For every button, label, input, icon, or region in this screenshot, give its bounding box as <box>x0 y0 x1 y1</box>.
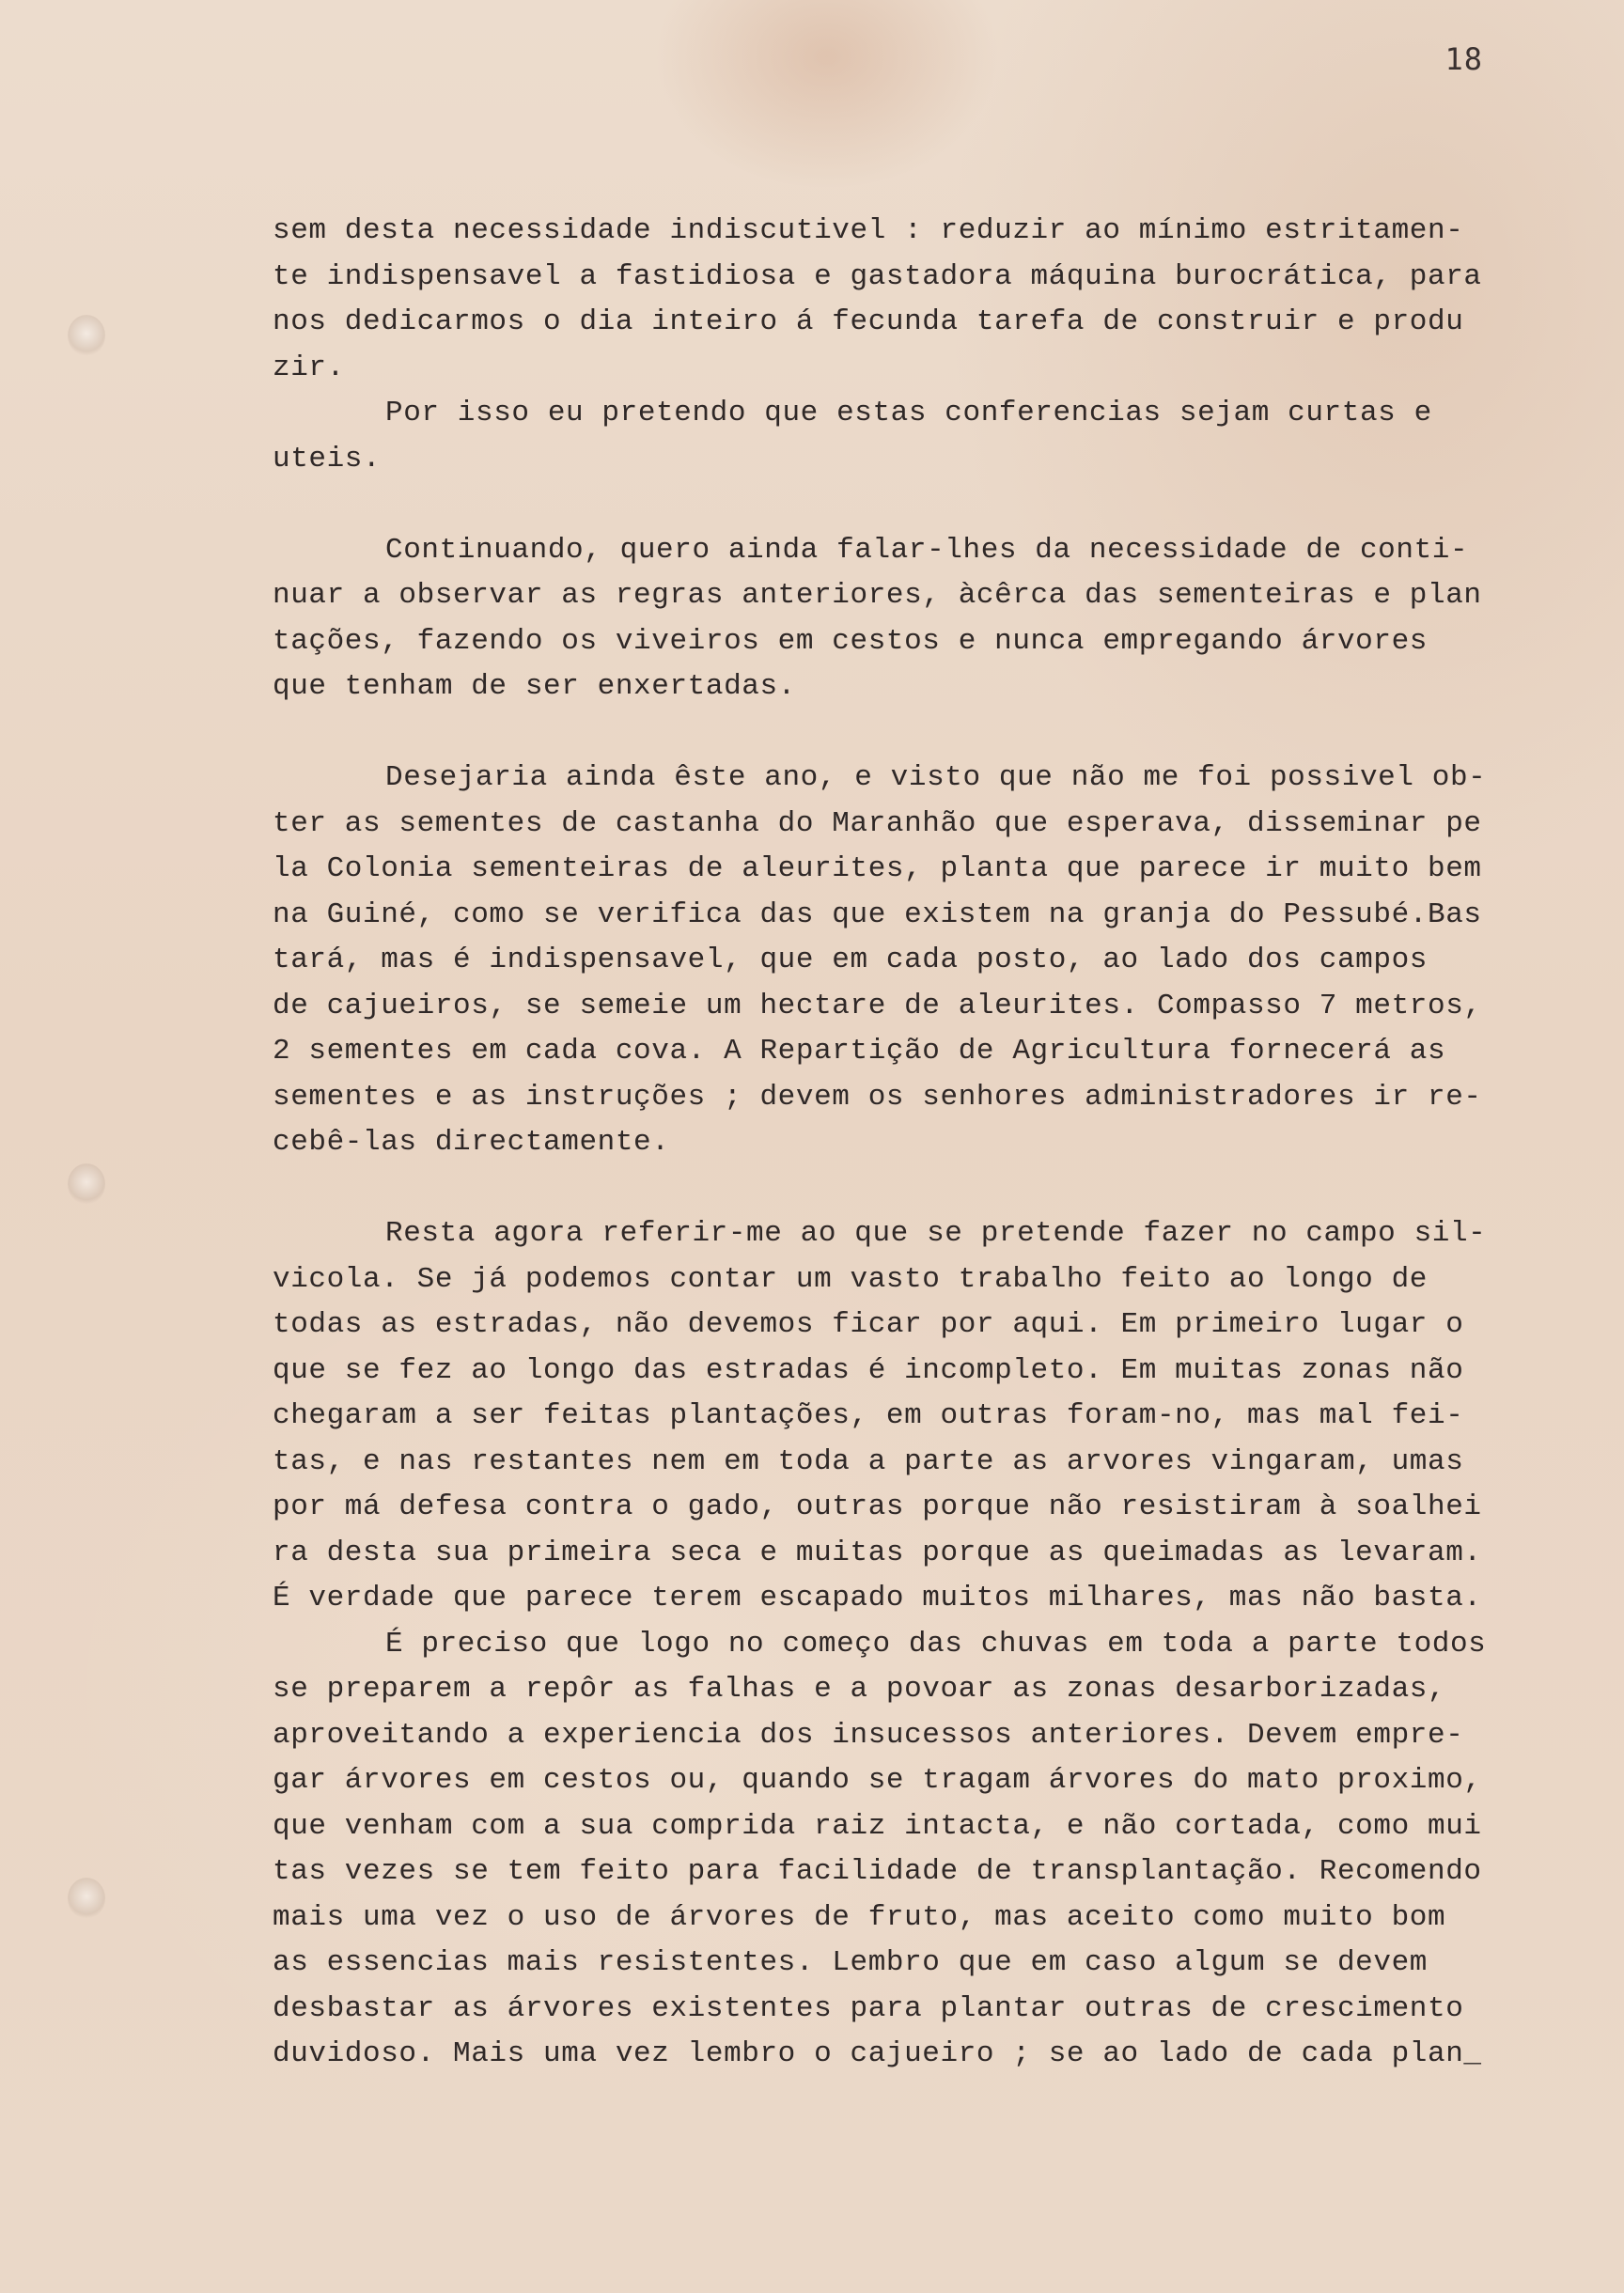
text-line: nos dedicarmos o dia inteiro á fecunda tarefa de construir e produ <box>273 305 1464 338</box>
paragraph-gap <box>273 482 1532 528</box>
text-line: que se fez ao longo das estradas é incompleto. Em muitas zonas não <box>273 1353 1464 1387</box>
text-line: as essencias mais resistentes. Lembro que em caso algum se devem <box>273 1946 1428 1979</box>
text-line: 2 sementes em cada cova. A Repartição de Agricultura fornecerá as <box>273 1035 1446 1068</box>
text-line: duvidoso. Mais uma vez lembro o cajueiro ; se ao lado de cada plan_ <box>273 2037 1482 2070</box>
text-line: gar árvores em cestos ou, quando se tragam árvores do mato proximo, <box>273 1764 1482 1797</box>
text-line: É preciso que logo no começo das chuvas em toda a parte todos <box>385 1627 1487 1661</box>
text-line: tará, mas é indispensavel, que em cada posto, ao lado dos campos <box>273 944 1428 976</box>
text-line: cebê-las directamente. <box>273 1126 670 1159</box>
text-line: la Colonia sementeiras de aleurites, planta que parece ir muito bem <box>273 852 1482 885</box>
paragraph-gap <box>273 710 1532 757</box>
text-line: todas as estradas, não devemos ficar por aqui. Em primeiro lugar o <box>273 1308 1464 1341</box>
text-line: Resta agora referir-me ao que se pretende fazer no campo sil- <box>385 1217 1487 1250</box>
text-line: nuar a observar as regras anteriores, àcêrca das sementeiras e plan <box>273 579 1482 612</box>
punch-hole-mark <box>68 315 105 356</box>
text-line: sem desta necessidade indiscutivel : reduzir ao mínimo estritamen- <box>273 214 1464 247</box>
text-line: mais uma vez o uso de árvores de fruto, mas aceito como muito bom <box>273 1900 1446 1934</box>
text-line: tações, fazendo os viveiros em cestos e nunca empregando árvores <box>273 624 1428 658</box>
text-line: te indispensavel a fastidiosa e gastadora máquina burocrática, para <box>273 259 1482 293</box>
text-line: por má defesa contra o gado, outras porque não resistiram à soalhei <box>273 1490 1482 1523</box>
text-line: É verdade que parece terem escapado muitos milhares, mas não basta. <box>273 1582 1482 1614</box>
text-line: desbastar as árvores existentes para plantar outras de crescimento <box>273 1991 1464 2025</box>
punch-hole-mark <box>68 1878 105 1919</box>
text-line: vicola. Se já podemos contar um vasto trabalho feito ao longo de <box>273 1262 1428 1296</box>
text-line: de cajueiros, se semeie um hectare de aleurites. Compasso 7 metros, <box>273 989 1482 1022</box>
punch-hole-mark <box>68 1163 105 1205</box>
text-line: tas, e nas restantes nem em toda a parte as arvores vingaram, umas <box>273 1444 1464 1478</box>
paragraph-gap <box>273 1166 1532 1212</box>
text-line: ter as sementes de castanha do Maranhão que esperava, disseminar pe <box>273 806 1482 840</box>
text-line: na Guiné, como se verifica das que existem na granja do Pessubé.Bas <box>273 897 1482 931</box>
text-line: zir. <box>273 351 345 384</box>
text-line: sementes e as instruções ; devem os senhores administradores ir re- <box>273 1080 1482 1114</box>
body-text <box>273 209 1532 2078</box>
text-line: ra desta sua primeira seca e muitas porque as queimadas as levaram. <box>273 1536 1482 1569</box>
text-line: uteis. <box>273 442 382 476</box>
text-line: que venham com a sua comprida raiz intacta, e não cortada, como mui <box>273 1809 1482 1843</box>
text-line: que tenham de ser enxertadas. <box>273 670 796 703</box>
text-line: Desejaria ainda êste ano, e visto que não me foi possivel ob- <box>385 761 1487 794</box>
text-line: Por isso eu pretendo que estas conferencias sejam curtas e <box>385 397 1432 429</box>
text-line: chegaram a ser feitas plantações, em outras foram-no, mas mal fei- <box>273 1399 1464 1432</box>
text-line: aproveitando a experiencia dos insucessos anteriores. Devem empre- <box>273 1718 1464 1752</box>
text-line: tas vezes se tem feito para facilidade de transplantação. Recomendo <box>273 1855 1482 1888</box>
text-line: se preparem a repôr as falhas e a povoar as zonas desarborizadas, <box>273 1673 1446 1706</box>
page-number: 18 <box>1444 41 1483 77</box>
text-line: Continuando, quero ainda falar-lhes da necessidade de conti- <box>385 533 1469 567</box>
